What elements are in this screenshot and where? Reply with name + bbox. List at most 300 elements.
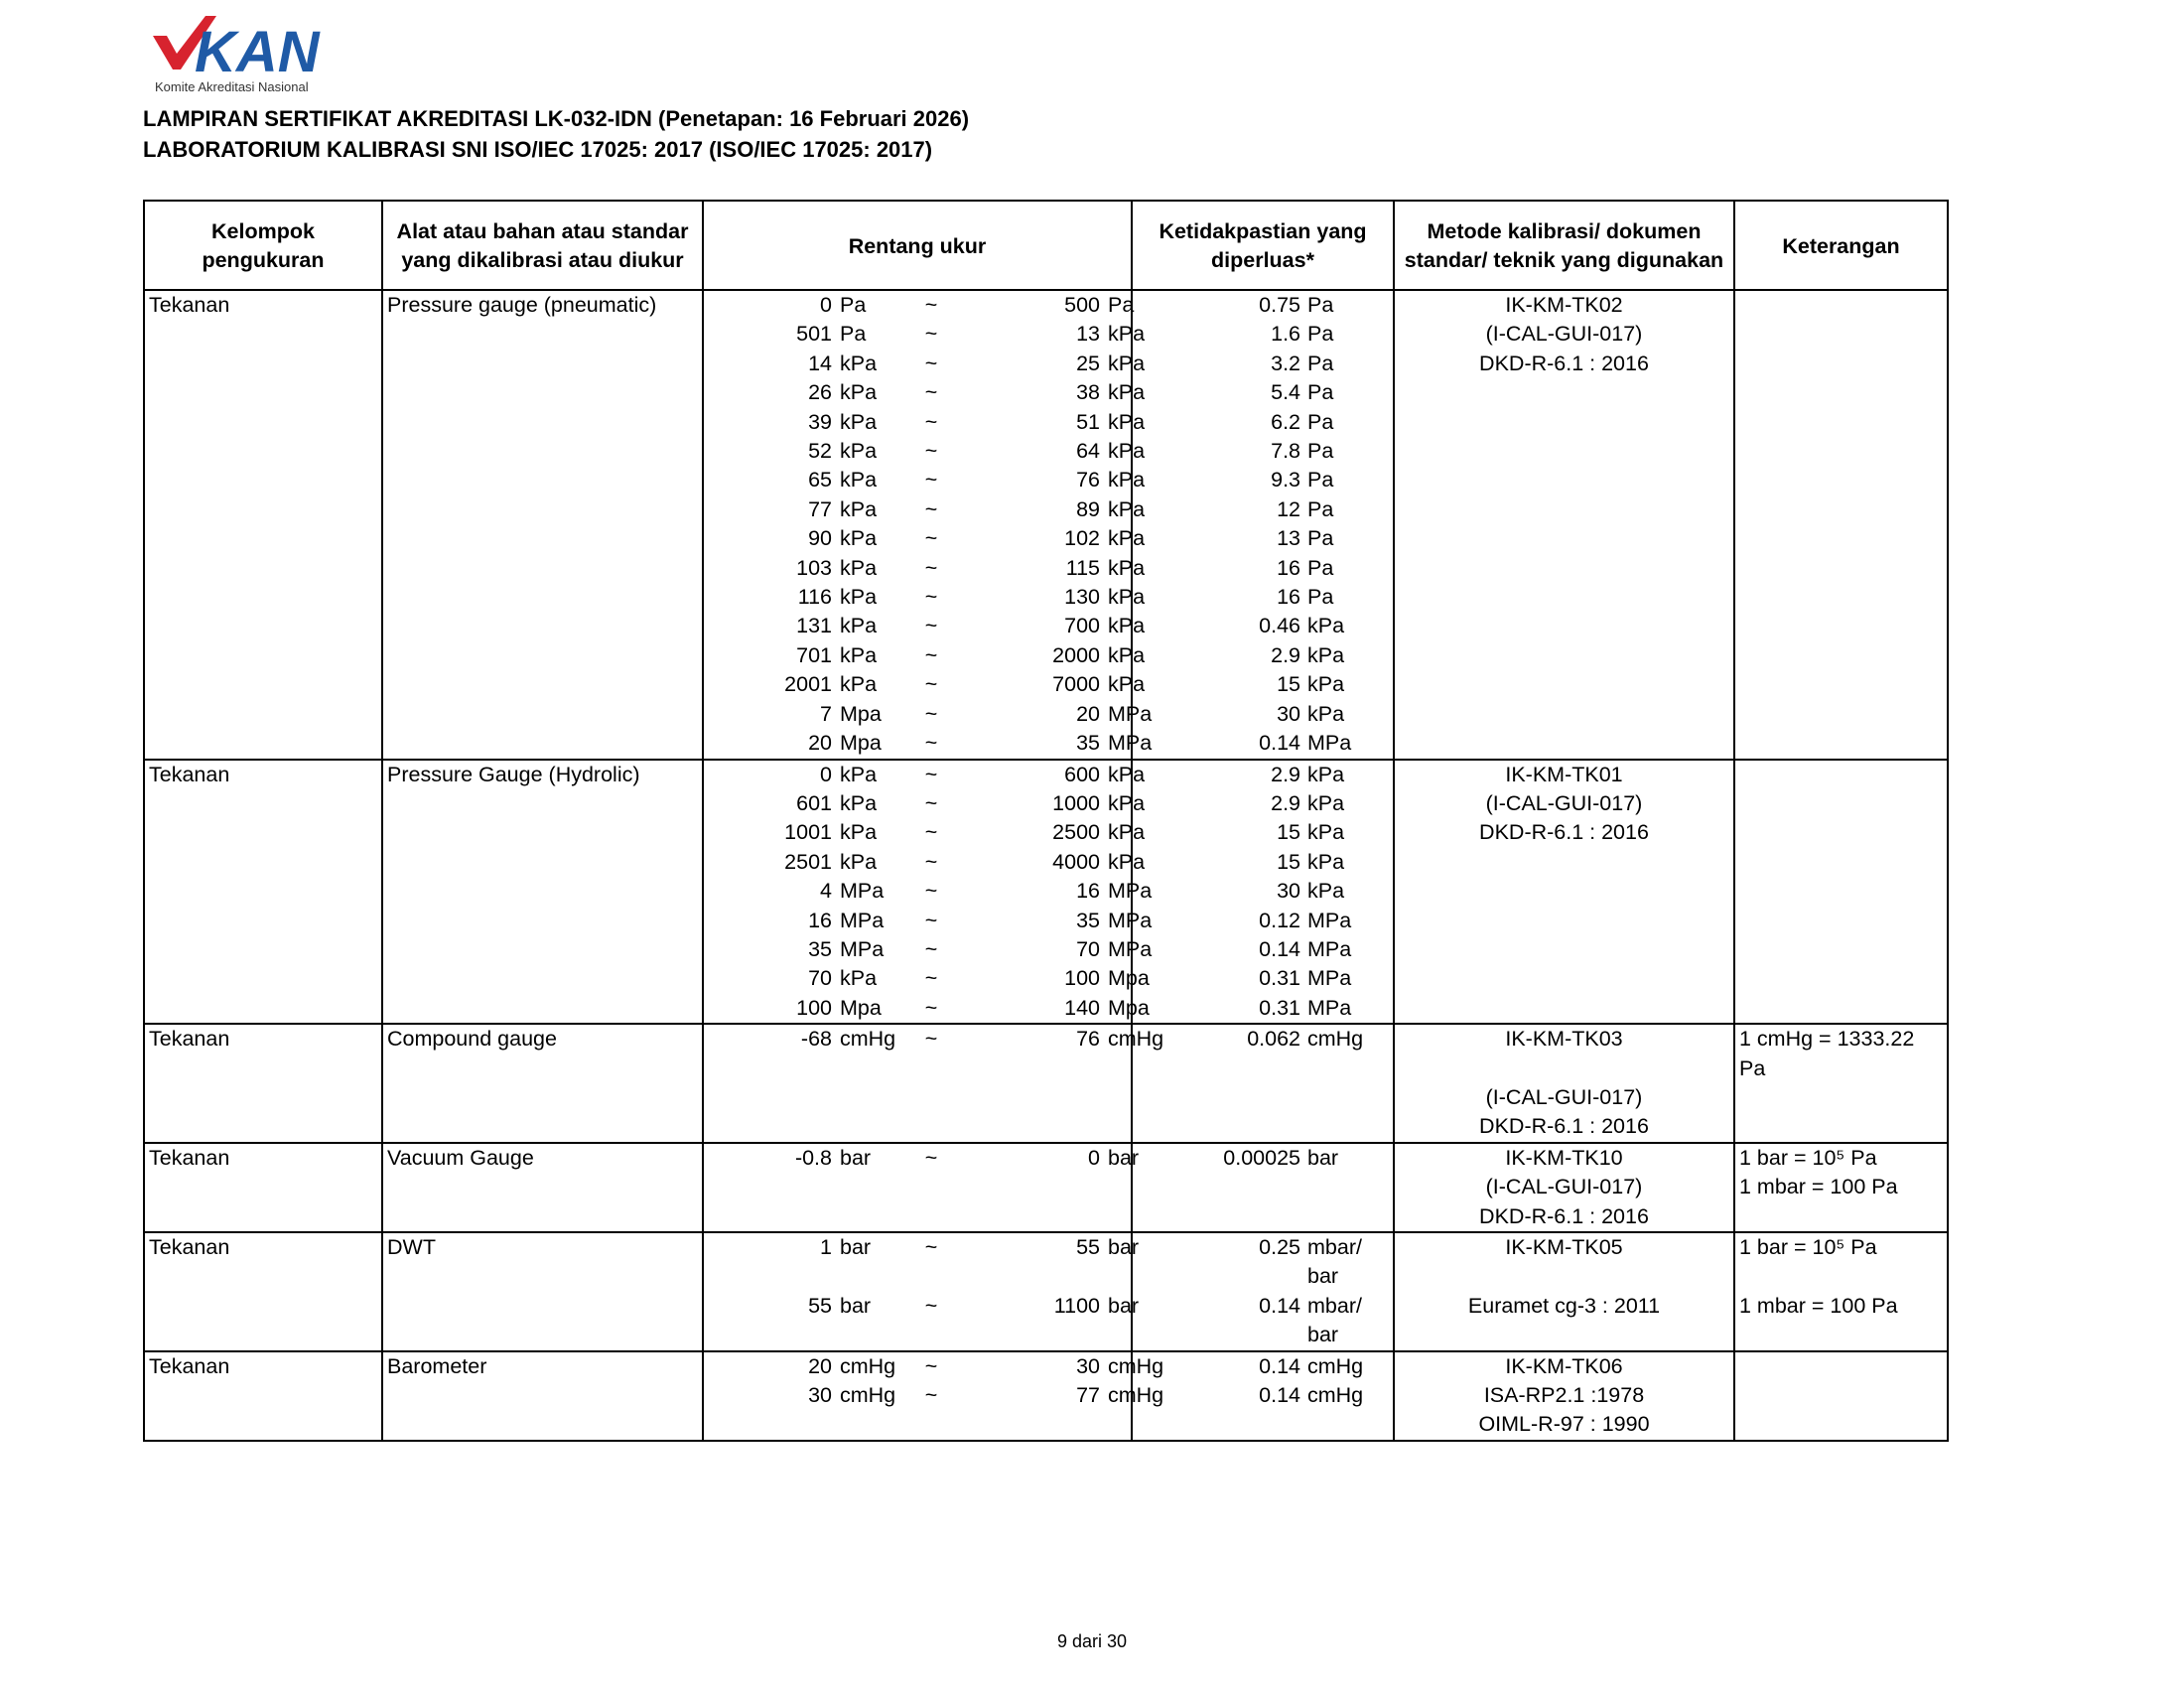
range-line [708, 554, 1146, 583]
range-high-unit: kPa [1108, 322, 1146, 347]
range-low: 52 [808, 439, 832, 464]
uncertainty-line [1137, 408, 1389, 437]
range-high-unit: cmHg [1108, 1383, 1164, 1408]
uncertainty-value: 30 [1277, 701, 1300, 726]
range-high-unit: MPa [1108, 879, 1153, 904]
uncertainty-line [1137, 1233, 1389, 1262]
method-line: DKD-R-6.1 : 2016 [1479, 1203, 1649, 1228]
cell-uncertainty [1132, 1351, 1394, 1441]
range-low: 35 [808, 936, 832, 961]
method-line: DKD-R-6.1 : 2016 [1479, 351, 1649, 375]
uncertainty-unit: Pa [1307, 468, 1334, 492]
uncertainty-line [1137, 612, 1389, 640]
uncertainty-unit: MPa [1307, 966, 1352, 991]
remark-line: 1 mbar = 100 Pa [1739, 1293, 1898, 1318]
method-line: IK-KM-TK05 [1505, 1234, 1623, 1259]
method-line: IK-KM-TK10 [1505, 1145, 1623, 1170]
range-low-unit: kPa [840, 439, 878, 464]
range-high-unit: cmHg [1108, 1027, 1164, 1052]
range-high: 38 [1076, 380, 1100, 405]
uncertainty-unit: Pa [1307, 496, 1334, 521]
cell-range [703, 1351, 1164, 1441]
accreditation-scope-table [143, 200, 1949, 1442]
document-subtitle: LABORATORIUM KALIBRASI SNI ISO/IEC 17025: 2017 (ISO/IEC 17025: 2017) [143, 137, 933, 162]
uncertainty-unit: bar [1307, 1323, 1339, 1347]
method-line: Euramet cg-3 : 2011 [1467, 1293, 1661, 1318]
range-high-unit: bar [1108, 1145, 1140, 1170]
uncertainty-unit: Pa [1307, 439, 1334, 464]
uncertainty-line [1137, 877, 1389, 906]
method-line [1399, 1055, 1729, 1083]
method-line: (I-CAL-GUI-017) [1485, 322, 1643, 347]
uncertainty-unit: MPa [1307, 908, 1352, 932]
table-row [144, 1232, 1948, 1351]
table-row [144, 1143, 1948, 1232]
uncertainty-line [1137, 641, 1389, 670]
table-row [144, 1351, 1948, 1441]
cell-range [703, 760, 1153, 1025]
cell-instrument: Pressure Gauge (Hydrolic) [382, 760, 703, 1025]
range-high: 35 [1076, 731, 1100, 756]
uncertainty-value: 12 [1277, 496, 1300, 521]
range-line [708, 761, 1146, 789]
method-line: IK-KM-TK01 [1505, 762, 1623, 786]
uncertainty-unit: cmHg [1307, 1383, 1364, 1408]
range-low: 14 [808, 351, 832, 375]
range-low-unit: kPa [840, 849, 878, 874]
method-line: IK-KM-TK02 [1505, 293, 1623, 317]
range-low: 20 [808, 731, 832, 756]
uncertainty-value: 0.14 [1259, 1383, 1300, 1408]
range-low: 20 [808, 1353, 832, 1378]
cell-uncertainty [1132, 1024, 1394, 1143]
method-line [1399, 1262, 1729, 1291]
range-low: 39 [808, 409, 832, 434]
range-high: 100 [1064, 966, 1100, 991]
remark-line: 1 bar = 10⁵ Pa [1739, 1145, 1877, 1170]
uncertainty-value: 0.31 [1259, 966, 1300, 991]
col-header-method: Metode kalibrasi/ dokumen standar/ teknik yang digunakan [1394, 201, 1734, 290]
range-high: 500 [1064, 293, 1100, 317]
uncertainty-unit: cmHg [1307, 1353, 1364, 1378]
range-low-unit: cmHg [840, 1353, 896, 1378]
cell-uncertainty [1132, 1232, 1394, 1351]
range-tilde: ~ [924, 409, 938, 434]
range-line [708, 670, 1146, 699]
range-low-unit: kPa [840, 351, 878, 375]
range-tilde: ~ [924, 380, 938, 405]
cell-remarks [1734, 1143, 1948, 1232]
range-high: 35 [1076, 908, 1100, 932]
range-line [708, 378, 1146, 407]
range-tilde: ~ [924, 322, 938, 347]
range-low-unit: kPa [840, 555, 878, 580]
uncertainty-value: 0.25 [1259, 1234, 1300, 1259]
uncertainty-line [1137, 994, 1389, 1023]
method-line: DKD-R-6.1 : 2016 [1479, 820, 1649, 845]
method-line: IK-KM-TK03 [1505, 1027, 1623, 1052]
cell-group: Tekanan [144, 760, 382, 1025]
uncertainty-line [1137, 1292, 1389, 1321]
range-tilde: ~ [924, 790, 938, 815]
range-high-unit: kPa [1108, 468, 1146, 492]
uncertainty-unit: Pa [1307, 409, 1334, 434]
range-low: 501 [796, 322, 832, 347]
range-low-unit: kPa [840, 820, 878, 845]
range-high: 1000 [1052, 790, 1100, 815]
range-tilde: ~ [924, 1383, 938, 1408]
cell-instrument: Barometer [382, 1351, 703, 1441]
uncertainty-unit: Pa [1307, 585, 1334, 610]
cell-method [1394, 760, 1734, 1025]
remark-line: 1 bar = 10⁵ Pa [1739, 1234, 1877, 1259]
table-row [144, 760, 1948, 1025]
range-line [708, 350, 1146, 378]
uncertainty-unit: Pa [1307, 293, 1334, 317]
uncertainty-line [1137, 466, 1389, 494]
range-high-unit: MPa [1108, 908, 1153, 932]
range-tilde: ~ [924, 468, 938, 492]
range-tilde: ~ [924, 614, 938, 638]
uncertainty-unit: kPa [1307, 614, 1345, 638]
range-high-unit: kPa [1108, 820, 1146, 845]
range-tilde: ~ [924, 1293, 938, 1318]
range-tilde: ~ [924, 820, 938, 845]
table-row [144, 1024, 1948, 1143]
range-high: 0 [1088, 1145, 1100, 1170]
uncertainty-value: 3.2 [1271, 351, 1300, 375]
range-line [708, 524, 1146, 553]
uncertainty-unit: Pa [1307, 322, 1334, 347]
cell-remarks [1734, 1232, 1948, 1351]
range-high-unit: cmHg [1108, 1353, 1164, 1378]
range-line [708, 408, 1146, 437]
range-high-unit: kPa [1108, 672, 1146, 697]
range-tilde: ~ [924, 762, 938, 786]
range-tilde: ~ [924, 439, 938, 464]
range-tilde: ~ [924, 555, 938, 580]
range-line [708, 818, 1146, 847]
uncertainty-value: 16 [1277, 585, 1300, 610]
range-high: 70 [1076, 936, 1100, 961]
range-low: 601 [796, 790, 832, 815]
range-high-unit: kPa [1108, 555, 1146, 580]
range-line [708, 935, 1153, 964]
range-low: 701 [796, 642, 832, 667]
range-line [708, 848, 1146, 877]
uncertainty-value: 0.14 [1259, 731, 1300, 756]
range-line [708, 877, 1153, 906]
cell-group: Tekanan [144, 1351, 382, 1441]
range-low-unit: kPa [840, 526, 878, 551]
uncertainty-line [1137, 670, 1389, 699]
cell-remarks [1734, 1024, 1948, 1143]
col-header-group: Kelompok pengukuran [144, 201, 382, 290]
range-line [708, 437, 1146, 466]
range-high: 76 [1076, 468, 1100, 492]
uncertainty-value: 0.14 [1259, 1353, 1300, 1378]
range-low-unit [832, 1262, 901, 1291]
range-tilde: ~ [924, 642, 938, 667]
uncertainty-line [1137, 524, 1389, 553]
range-low: 0 [820, 762, 832, 786]
uncertainty-value: 5.4 [1271, 380, 1300, 405]
uncertainty-unit: kPa [1307, 879, 1345, 904]
range-low: 2501 [784, 849, 832, 874]
range-low-unit: bar [840, 1234, 872, 1259]
uncertainty-value: 7.8 [1271, 439, 1300, 464]
range-low-unit: kPa [840, 672, 878, 697]
range-high-unit: bar [1108, 1234, 1140, 1259]
uncertainty-line [1137, 964, 1389, 993]
cell-instrument: DWT [382, 1232, 703, 1351]
col-header-uncertainty: Ketidakpastian yang diperluas* [1132, 201, 1394, 290]
uncertainty-value: 16 [1277, 555, 1300, 580]
uncertainty-unit: Pa [1307, 351, 1334, 375]
range-low-unit: Pa [840, 293, 867, 317]
method-line: (I-CAL-GUI-017) [1485, 790, 1643, 815]
range-high: 13 [1076, 322, 1100, 347]
kan-logo-mark [151, 14, 349, 83]
range-high-unit: Mpa [1108, 995, 1150, 1020]
range-low: 131 [796, 614, 832, 638]
range-high: 2500 [1052, 820, 1100, 845]
range-tilde: ~ [924, 1353, 938, 1378]
range-low-unit: MPa [840, 879, 885, 904]
col-header-range: Rentang ukur [703, 201, 1132, 290]
table-row [144, 290, 1948, 760]
range-high-unit: kPa [1108, 614, 1146, 638]
range-low: 16 [808, 908, 832, 932]
range-line [708, 466, 1146, 494]
uncertainty-unit: MPa [1307, 995, 1352, 1020]
uncertainty-line [1137, 1025, 1389, 1054]
range-line [708, 1262, 1127, 1291]
uncertainty-line [1137, 700, 1389, 729]
range-line [708, 1381, 1164, 1410]
range-line [708, 291, 1135, 320]
remark-line: 1 mbar = 100 Pa [1739, 1175, 1898, 1199]
range-high-unit: kPa [1108, 526, 1146, 551]
range-low: 2001 [784, 672, 832, 697]
page-number: 9 dari 30 [1056, 1631, 1128, 1651]
range-high: 115 [1065, 555, 1100, 580]
range-line [708, 1233, 1140, 1262]
cell-uncertainty [1132, 760, 1394, 1025]
cell-method [1394, 1351, 1734, 1441]
range-low: 7 [820, 701, 832, 726]
range-low-unit: kPa [840, 762, 878, 786]
range-high: 140 [1064, 995, 1100, 1020]
range-high-unit: kPa [1108, 351, 1146, 375]
table-header-row [144, 201, 1948, 290]
cell-group: Tekanan [144, 1024, 382, 1143]
cell-method [1394, 290, 1734, 760]
remark-line: 1 cmHg = 1333.22 Pa [1739, 1027, 1915, 1080]
uncertainty-unit: kPa [1307, 762, 1345, 786]
logo-caption: Komite Akreditasi Nasional [155, 79, 309, 94]
range-high-unit: kPa [1108, 790, 1146, 815]
uncertainty-value: 0.12 [1259, 908, 1300, 932]
range-low: 4 [820, 879, 832, 904]
range-high: 89 [1076, 496, 1100, 521]
range-low: 0 [820, 293, 832, 317]
range-high: 700 [1064, 614, 1100, 638]
range-high [961, 1262, 1100, 1291]
range-low-unit: kPa [840, 468, 878, 492]
cell-range [703, 1143, 1140, 1232]
range-line [708, 1292, 1140, 1321]
range-low-unit: Mpa [840, 701, 882, 726]
range-low-unit: kPa [840, 614, 878, 638]
range-tilde: ~ [924, 1027, 938, 1052]
uncertainty-line [1137, 554, 1389, 583]
uncertainty-unit: bar [1307, 1264, 1339, 1289]
range-low [708, 1262, 832, 1291]
range-line [708, 907, 1153, 935]
range-low-unit: kPa [840, 409, 878, 434]
svg-text:KAN: KAN [195, 20, 320, 83]
range-low-unit: bar [840, 1145, 872, 1170]
uncertainty-line [1137, 1381, 1389, 1410]
uncertainty-value: 13 [1277, 526, 1300, 551]
range-low-unit: Mpa [840, 731, 882, 756]
uncertainty-value: 15 [1277, 672, 1300, 697]
uncertainty-value: 30 [1277, 879, 1300, 904]
range-line [708, 320, 1146, 349]
range-high-unit: kPa [1108, 585, 1146, 610]
range-high: 7000 [1052, 672, 1100, 697]
range-low-unit: cmHg [840, 1383, 896, 1408]
range-low: -0.8 [794, 1145, 832, 1170]
kan-logo [151, 14, 349, 97]
range-low: 26 [808, 380, 832, 405]
range-line [708, 1025, 1164, 1054]
range-tilde: ~ [924, 936, 938, 961]
range-low-unit: kPa [840, 380, 878, 405]
range-low-unit: kPa [840, 966, 878, 991]
range-low-unit: cmHg [840, 1027, 896, 1052]
uncertainty-line [1137, 818, 1389, 847]
range-high: 4000 [1052, 849, 1100, 874]
range-low: 70 [808, 966, 832, 991]
range-high: 30 [1076, 1353, 1100, 1378]
uncertainty-line [1137, 1321, 1389, 1349]
range-tilde: ~ [924, 1234, 938, 1259]
uncertainty-unit: kPa [1307, 790, 1345, 815]
range-line [708, 641, 1146, 670]
range-tilde: ~ [924, 849, 938, 874]
method-line: OIML-R-97 : 1990 [1478, 1412, 1650, 1437]
range-tilde: ~ [924, 351, 938, 375]
cell-method [1394, 1232, 1734, 1351]
range-line [708, 729, 1153, 758]
range-low: -68 [800, 1027, 832, 1052]
range-tilde: ~ [924, 293, 938, 317]
uncertainty-unit: MPa [1307, 936, 1352, 961]
col-header-remarks: Keterangan [1734, 201, 1948, 290]
range-high: 20 [1076, 701, 1100, 726]
uncertainty-value: 2.9 [1271, 762, 1300, 786]
range-tilde: ~ [924, 496, 938, 521]
cell-range [703, 1232, 1140, 1351]
range-tilde: ~ [924, 585, 938, 610]
range-low: 116 [797, 585, 832, 610]
range-tilde: ~ [924, 966, 938, 991]
range-low-unit: kPa [840, 496, 878, 521]
range-low-unit: Pa [840, 322, 867, 347]
range-line [708, 964, 1150, 993]
uncertainty-line [1137, 907, 1389, 935]
range-low: 103 [796, 555, 832, 580]
range-low-unit: kPa [840, 642, 878, 667]
uncertainty-unit: kPa [1307, 701, 1345, 726]
cell-group: Tekanan [144, 1232, 382, 1351]
uncertainty-value: 2.9 [1271, 642, 1300, 667]
range-high-unit: Mpa [1108, 966, 1150, 991]
range-low-unit: Mpa [840, 995, 882, 1020]
uncertainty-unit: MPa [1307, 731, 1352, 756]
uncertainty-line [1137, 789, 1389, 818]
range-line [708, 700, 1153, 729]
uncertainty-value: 0.062 [1247, 1027, 1300, 1052]
range-high: 102 [1064, 526, 1100, 551]
uncertainty-value: 0.31 [1259, 995, 1300, 1020]
cell-method [1394, 1143, 1734, 1232]
uncertainty-line [1137, 437, 1389, 466]
uncertainty-line [1137, 1352, 1389, 1381]
range-low: 55 [808, 1293, 832, 1318]
range-high: 2000 [1052, 642, 1100, 667]
range-high-unit: MPa [1108, 731, 1153, 756]
uncertainty-line [1137, 350, 1389, 378]
uncertainty-line [1137, 848, 1389, 877]
method-line: (I-CAL-GUI-017) [1485, 1084, 1643, 1109]
method-line: DKD-R-6.1 : 2016 [1479, 1114, 1649, 1139]
uncertainty-value: 0.75 [1259, 293, 1300, 317]
range-tilde: ~ [924, 701, 938, 726]
cell-group: Tekanan [144, 290, 382, 760]
range-high: 600 [1064, 762, 1100, 786]
range-high-unit: kPa [1108, 762, 1146, 786]
uncertainty-unit: mbar/ [1307, 1234, 1362, 1259]
uncertainty-value: 15 [1277, 820, 1300, 845]
range-tilde: ~ [924, 995, 938, 1020]
range-line [708, 612, 1146, 640]
uncertainty-line [1137, 320, 1389, 349]
range-high-unit: kPa [1108, 496, 1146, 521]
uncertainty-value: 0.14 [1259, 1293, 1300, 1318]
col-header-instrument: Alat atau bahan atau standar yang dikalibrasi atau diukur [382, 201, 703, 290]
range-line [708, 994, 1150, 1023]
range-high: 76 [1076, 1027, 1100, 1052]
range-low: 30 [808, 1383, 832, 1408]
uncertainty-unit: kPa [1307, 849, 1345, 874]
range-low: 1001 [784, 820, 832, 845]
range-tilde: ~ [924, 672, 938, 697]
uncertainty-line [1137, 291, 1389, 320]
range-high-unit: kPa [1108, 380, 1146, 405]
range-high: 16 [1076, 879, 1100, 904]
range-high: 64 [1076, 439, 1100, 464]
range-low: 90 [808, 526, 832, 551]
uncertainty-value: 0.14 [1259, 936, 1300, 961]
range-low: 1 [820, 1234, 832, 1259]
range-low: 100 [796, 995, 832, 1020]
range-tilde: ~ [924, 879, 938, 904]
uncertainty-value: 2.9 [1271, 790, 1300, 815]
uncertainty-value [1137, 1321, 1300, 1349]
